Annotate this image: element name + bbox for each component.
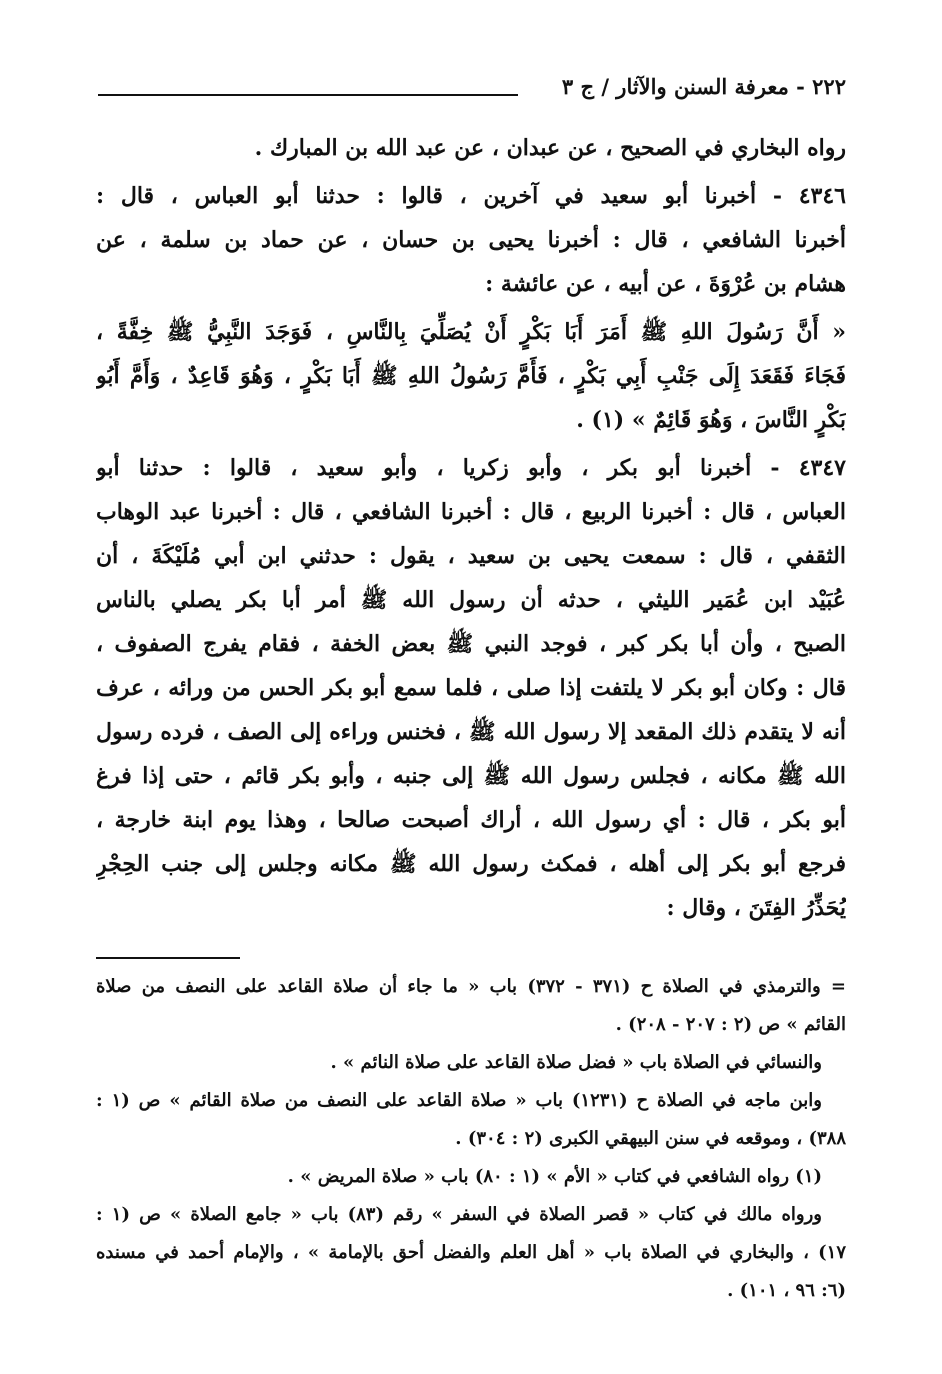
text-line: عُبَيْد ابن عُمَير الليثي ، حدثه أن رسول الله ﷺ أمر أبا بكر يصلي بالناس [96,587,846,613]
footnote-line: = والترمذي في الصلاة ح (٣٧١ - ٣٧٢) باب « ما جاء أن صلاة القاعد على النصف من صلاة [96,976,846,997]
text-line: « أَنَّ رَسُولَ اللهِ ﷺ أَمَرَ أَبَا بَكْرٍ أَنْ يُصَلِّيَ بِالنَّاسِ ، فَوَجَدَ النَّبِيُّ ﷺ خِفَّةً ، [96,319,846,345]
text-line: رواه البخاري في الصحيح ، عن عبدان ، عن عبد الله بن المبارك . [254,135,846,161]
page-header [98,70,846,106]
footnote-line: وابن ماجه في الصلاة ح (١٢٣١) باب « صلاة القاعد على النصف من صلاة القائم » ص (١ : [96,1090,822,1111]
footnote-line: ٣٨٨) ، وموقعه في سنن البيهقي الكبرى (٢ : ٣٠٤) . [455,1128,846,1149]
footnote-line: ورواه مالك في كتاب « قصر الصلاة في السفر » رقم (٨٣) باب « جامع الصلاة » ص (١ : [96,1204,822,1225]
footnote-line: القائم » ص (٢ : ٢٠٧ - ٢٠٨) . [615,1014,846,1035]
text-line: فرجع أبو بكر إلى أهله ، فمكث رسول الله ﷺ مكانه وجلس إلى جنب الحِجْرِ [96,851,846,877]
hadith-quote [96,310,846,442]
text-line: أخبرنا الشافعي ، قال : أخبرنا يحيى بن حسان ، عن حماد بن سلمة ، عن [96,227,846,253]
text-line: بَكْرٍ النَّاسَ ، وَهُوَ قَائِمٌ » (١) . [576,407,846,433]
footnotes [96,968,846,1310]
footnote-line: ١٧) ، والبخاري في الصلاة باب « أهل العلم والفضل أحق بالإمامة » ، والإمام أحمد في مسنده [96,1242,846,1263]
text-line: أبو بكر ، قال : أي رسول الله ، أراك أصبحت صالحا ، وهذا يوم ابنة خارجة ، [96,807,846,833]
text-line: الله ﷺ مكانه ، فجلس رسول الله ﷺ إلى جنبه ، وأبو بكر قائم ، حتى إذا فرغ [96,763,846,789]
paragraph-1 [96,126,846,170]
header-rule [98,94,518,96]
text-line: الصبح ، وأن أبا بكر كبر ، فوجد النبي ﷺ بعض الخفة ، فقام يفرج الصفوف ، [96,631,846,657]
footnote-separator [96,957,240,959]
footnote-line: (١) رواه الشافعي في كتاب « الأم » (١ : ٨٠) باب « صلاة المريض » . [287,1166,822,1187]
text-line: أنه لا يتقدم ذلك المقعد إلا رسول الله ﷺ ، فخنس وراءه إلى الصف ، فرده رسول [96,719,846,745]
text-line: فَجَاءَ فَقَعَدَ إِلَى جَنْبِ أَبِي بَكْرٍ ، فَأَمَّ رَسُولُ اللهِ ﷺ أَبَا بَكْرٍ ، وَهُوَ قَاعِدٌ ، وَأَمَّ أَبُو [96,363,846,389]
text-line: العباس ، قال : أخبرنا الربيع ، قال : أخبرنا الشافعي ، قال : أخبرنا عبد الوهاب [96,499,846,525]
paragraph-4347 [96,446,846,930]
text-line: ٤٣٤٦ - أخبرنا أبو سعيد في آخرين ، قالوا : حدثنا أبو العباس ، قال : [96,183,846,209]
footnote-line: (٦: ٩٦ ، ١٠١) . [727,1280,846,1301]
text-line: الثقفي ، قال : سمعت يحيى بن سعيد ، يقول : حدثني ابن أبي مُلَيْكَةَ ، أن [96,543,846,569]
running-title: ٢٢٢ - معرفة السنن والآثار / ج ٣ [561,74,846,99]
footnote-line: والنسائي في الصلاة باب « فضل صلاة القاعد على صلاة النائم » . [330,1052,822,1073]
paragraph-4346 [96,174,846,306]
text-line: يُحَذِّرُ الفِتَنَ ، وقال : [666,895,846,921]
text-line: قال : وكان أبو بكر لا يلتفت إذا صلى ، فلما سمع أبو بكر الحس من ورائه ، عرف [96,675,846,701]
main-text [96,126,846,934]
text-line: هشام بن عُرْوَةَ ، عن أبيه ، عن عائشة : [485,271,846,297]
text-line: ٤٣٤٧ - أخبرنا أبو بكر ، وأبو زكريا ، وأبو سعيد ، قالوا : حدثنا أبو [96,455,846,481]
